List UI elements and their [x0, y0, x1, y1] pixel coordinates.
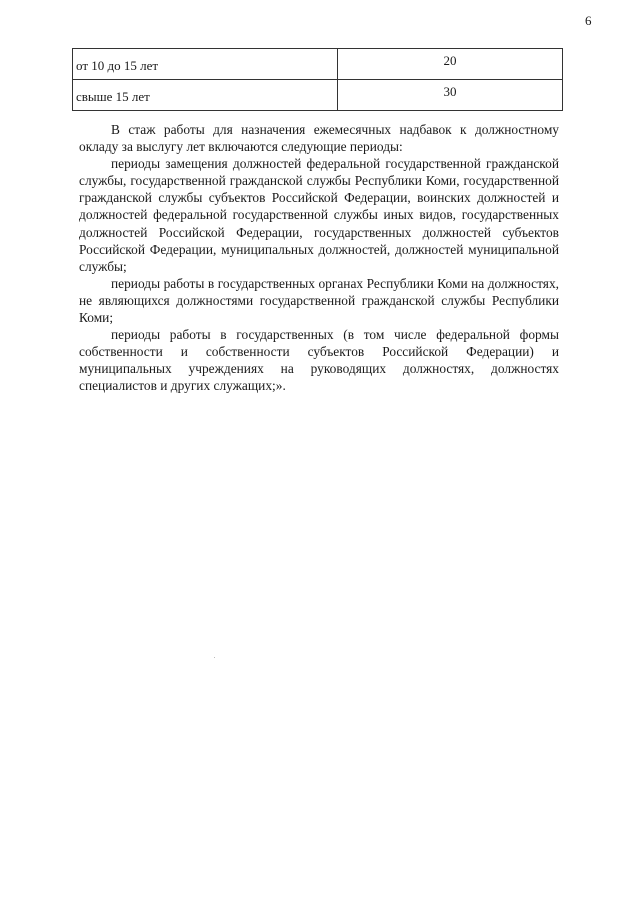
value-cell: 20: [338, 49, 563, 80]
period-cell: от 10 до 15 лет: [73, 49, 338, 80]
seniority-bonus-table: [72, 48, 563, 111]
paragraph-state-bodies: периоды работы в государственных органах Республики Коми на должностях, не являющихся должностями государственной гражданской службы Республики Коми;: [79, 275, 559, 326]
paragraph-civil-service: периоды замещения должностей федеральной государственной гражданской службы, государственной гражданской службы Республики Коми, государственной гражданской службы субъектов Российской Федерации, воинских должностей и должностей федеральной государственной службы иных видов, государственных должностей Российской Федерации, государственных должностей субъектов Российской Федерации, муниципальных должностей, должностей муниципальной службы;: [79, 156, 559, 274]
table-row: [73, 80, 563, 111]
scan-speck: [214, 657, 215, 658]
page-number: 6: [585, 13, 592, 28]
period-cell: свыше 15 лет: [73, 80, 338, 111]
paragraph-institutions: периоды работы в государственных (в том числе федеральной формы собственности и собственности субъектов Российской Федерации) и муниципальных учреждениях на руководящих должностях, должностях специалистов и других служащих;».: [79, 327, 559, 394]
value-cell: 30: [338, 80, 563, 111]
table-row: [73, 49, 563, 80]
body-text: [79, 121, 559, 395]
paragraph-intro: В стаж работы для назначения ежемесячных надбавок к должностному окладу за выслугу лет включаются следующие периоды:: [79, 122, 559, 155]
